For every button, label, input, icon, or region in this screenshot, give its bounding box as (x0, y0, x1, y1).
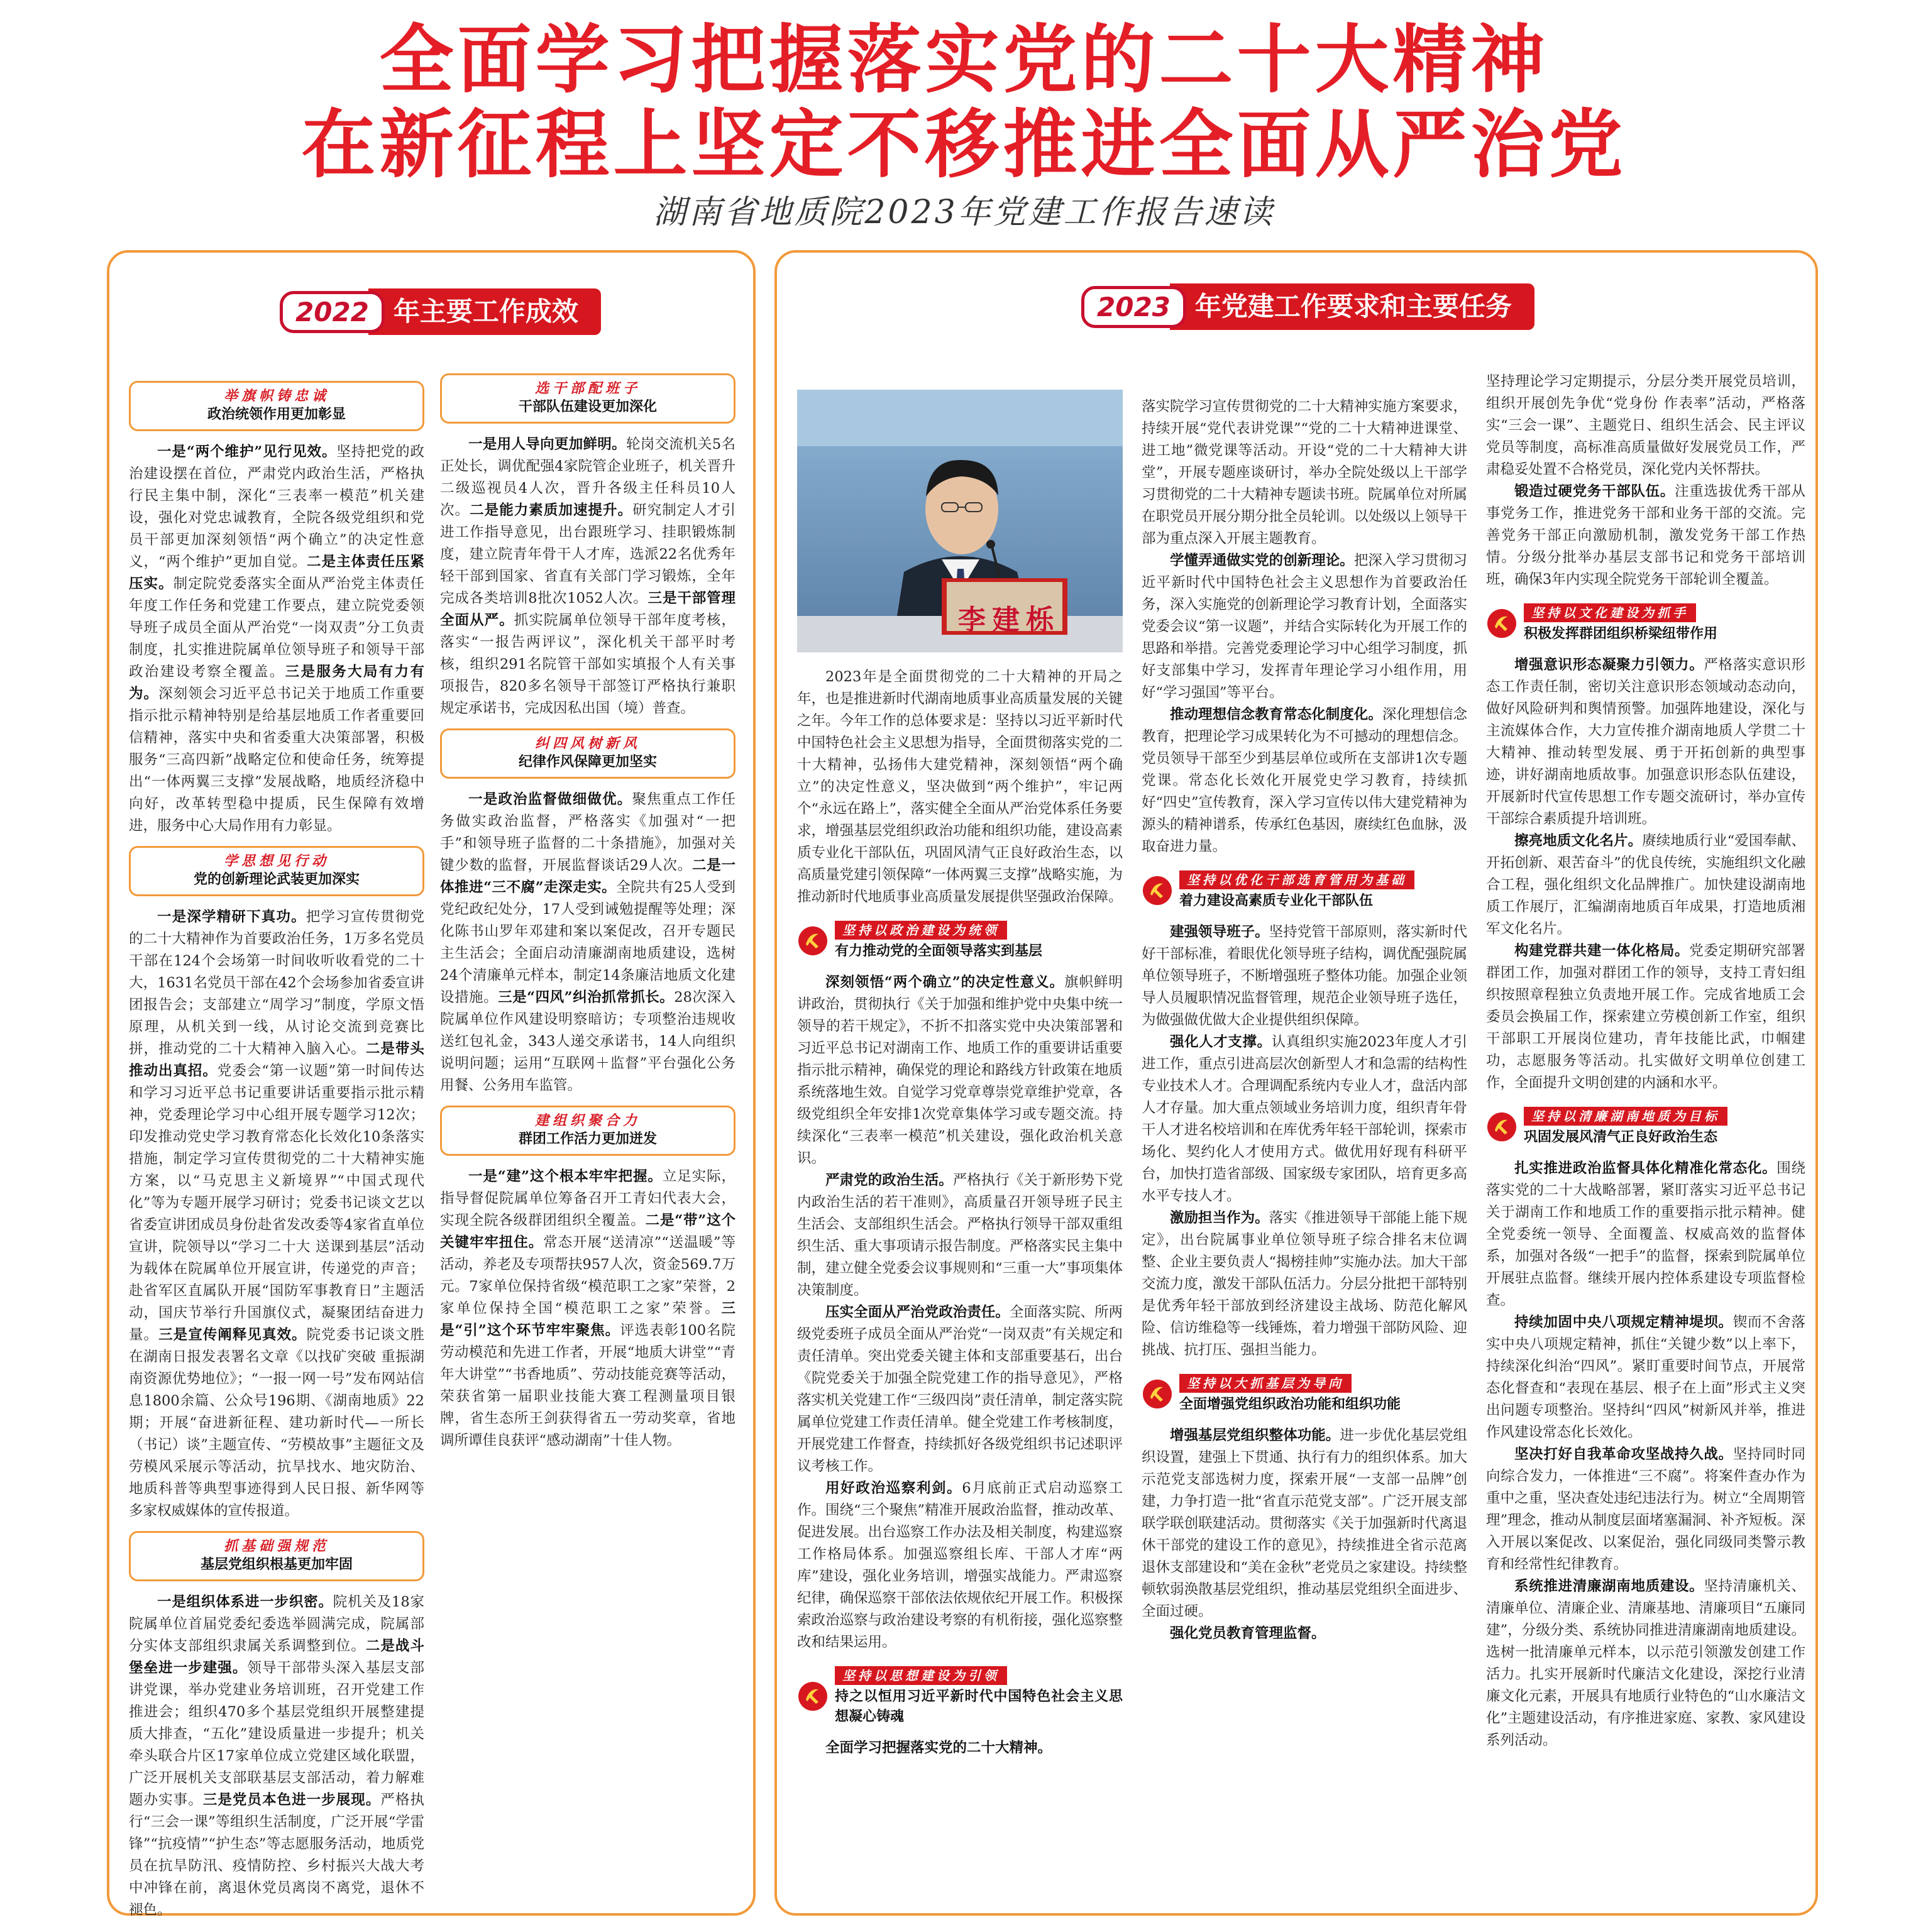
paragraph: 坚持理论学习定期提示，分层分类开展党员培训，组织开展创先争优“党身份 作表率”活动，严格落实“三会一课”、主题党日、组织生活会、民主评议党员等制度，高标准高质量做好发展党员工作，严肃稳妥处置不合格党员，深化党内关怀帮扶。 (1486, 373, 1805, 478)
paragraph: 一是用人导向更加鲜明。轮岗交流机关5名正处长，调优配强4家院管企业班子，机关晋升二级巡视员4人次，晋升各级主任科员10人次。二是能力素质加速提升。研究制定人才引进工作指导意见，出台跟班学习、挂职锻炼制度，建立院青年骨干人才库，选派22名优秀年轻干部到国家、省直有关部门学习锻炼，全年完成各类培训8批次1052人次。三是干部管理全面从严。抓实院属单位领导干部年度考核，落实“一报告两评议”，深化机关干部平时考核，组织291名院管干部如实填报个人有关事项报告，820多名领导干部签订严格执行兼职规定承诺书，完成因私出国（境）普查。 (440, 436, 735, 716)
headline-line-1: 全面学习把握落实党的二十大精神 (379, 16, 1549, 103)
paragraph: 用好政治巡察利剑。6月底前正式启动巡察工作。围绕“三个聚焦”精准开展政治监督，推动改革、促进发展。出台巡察工作办法及相关制度，构建巡察工作格局体系。加强巡察组长库、干部人才库“两库”建设，强化业务培训，增强实战能力。严肃巡察纪律，确保巡察干部依法依规依纪开展工作。积极探索政治巡察与政治建设考察的有机衔接，强化巡察整改和结果运用。 (797, 1480, 1123, 1650)
party-emblem-icon (797, 1681, 829, 1712)
party-emblem-icon (1486, 608, 1518, 639)
section-header: 坚持以文化建设为抓手 积极发挥群团组织桥梁纽带作用 (1486, 602, 1805, 644)
paragraph: 锻造过硬党务干部队伍。注重选拔优秀干部从事党务工作，推进党务干部和业务干部的交流。完善党务干部正向激励机制，激发党务干部工作热情。分级分批举办基层支部书记和党务干部培训班，确保3年内实现全院党务干部轮训全覆盖。 (1486, 483, 1805, 588)
paragraph: 增强意识形态凝聚力引领力。严格落实意识形态工作责任制，密切关注意识形态领域动态动向，做好风险研判和舆情预警。加强阵地建设，深化与主流媒体合作，大力宣传推介湖南地质人学贯二十大精神、推动转型发展、勇于开拓创新的典型事迹，讲好湖南地质故事。加强意识形态队伍建设，开展新时代宣传思想工作专题交流研讨，举办宣传干部综合素质提升培训班。 (1486, 657, 1805, 827)
section-header: 举旗帜铸忠诚 政治统领作用更加彰显 (129, 381, 424, 431)
paragraph: 一是组织体系进一步织密。院机关及18家院属单位首届党委纪委选举圆满完成，院属部分实体支部组织隶属关系调整到位。二是战斗堡垒进一步建强。领导干部带头深入基层支部讲党课，举办党建业务培训班，召开党建工作推进会；组织470多个基层党组织开展整建提质大排查，“五化”建设质量进一步提升；机关牵头联合片区17家单位成立党建区域化联盟，广泛开展机关支部联基层支部活动，着力解难题办实事。三是党员本色进一步展现。严格执行“三会一课”等组织生活制度，广泛开展“学雷锋”“抗疫情”“护生态”等志愿服务活动，地质党员在抗旱防汛、疫情防控、乡村振兴大战大考中冲锋在前，离退休党员离岗不离党，退休不褪色。 (129, 1594, 424, 1918)
party-emblem-icon (797, 925, 829, 957)
paragraph: 学懂弄通做实党的创新理论。把深入学习贯彻习近平新时代中国特色社会主义思想作为首要政治任务，深入实施党的创新理论学习教育计划，全面落实党委会议“第一议题”，并结合实际转化为开展工作的思路和举措。完善党委理论学习中心组学习制度，抓好支部集中学习，发挥青年理论学习小组作用，用好“学习强国”等平台。 (1142, 552, 1468, 701)
paragraph: 扎实推进政治监督具体化精准化常态化。围绕落实党的二十大战略部署，紧盯落实习近平总书记关于湖南工作和地质工作的重要指示批示精神。健全党委统一领导、全面覆盖、权威高效的监督体系，加强对各级“一把手”的监督，探索到院属单位开展驻点监督。继续开展内控体系建设专项监督检查。 (1486, 1160, 1805, 1309)
banner-title: 年主要工作成效 (368, 288, 601, 335)
subtitle: 湖南省地质院2023年党建工作报告速读 (653, 194, 1275, 231)
paragraph: 落实院学习宣传贯彻党的二十大精神实施方案要求，持续开展“党代表讲党课”“党的二十大精神进课堂、进工地”微党课等活动。开设“党的二十大精神大讲堂”，开展专题座谈研讨，举办全院处级以上干部学习贯彻党的二十大精神专题读书班。院属单位对所属在职党员开展分期分批全员轮训。以处级以上领导干部为重点深入开展主题教育。 (1142, 398, 1467, 547)
section-header: 坚持以大抓基层为导向 全面增强党组织政治功能和组织功能 (1142, 1373, 1467, 1415)
paragraph: 一是“两个维护”见行见效。坚持把党的政治建设摆在首位，严肃党内政治生活，严格执行民主集中制，深化“三表率一模范”机关建设，强化对党忠诚教育，全院各级党组织和党员干部更加深刻领悟“两个确立”的决定性意义，“两个维护”更加自觉。二是主体责任压紧压实。制定院党委落实全面从严治党主体责任年度工作任务和党建工作要点，建立院党委领导班子成员全面从严治党“一岗双责”分工负责制度，扎实推进院属单位领导班子和领导干部政治建设考察全覆盖。三是服务大局有力有为。深刻领会习近平总书记关于地质工作重要指示批示精神特别是给基层地质工作者重要回信精神，落实中央和省委重大决策部署，积极服务“三高四新”战略定位和使命任务，统筹提出“一体两翼三支撑”发展战略，地质经济稳中向好，改革转型稳中提质，民生保障有效增进，服务中心大局作用有力彰显。 (129, 444, 424, 834)
intro-paragraph: 2023年是全面贯彻党的二十大精神的开局之年，也是推进新时代湖南地质事业高质量发展的关键之年。今年工作的总体要求是：坚持以习近平新时代中国特色社会主义思想为指导，全面贯彻落实党的二十大精神，弘扬伟大建党精神，深刻领悟“两个确立”的决定性意义，坚决做到“两个维护”，牢记两个“永远在路上”，落实健全全面从严治党体系任务要求，增强基层党组织政治功能和组织功能，建设高素质专业化干部队伍，巩固风清气正良好政治生态，以高质量党建引领保障“一体两翼三支撑”战略实施，为推动新时代地质事业高质量发展提供坚强政治保障。 (797, 669, 1123, 905)
year-banner-2022 (280, 282, 601, 342)
paragraph: 擦亮地质文化名片。赓续地质行业“爱国奉献、开拓创新、艰苦奋斗”的优良传统，实施组织文化融合工程，强化组织文化品牌推广。加快建设湖南地质工作展厅，汇编湖南地质百年成果，打造地质湘军文化名片。 (1486, 833, 1805, 937)
paragraph: 建强领导班子。坚持党管干部原则，落实新时代好干部标准，着眼优化领导班子结构，调优配强院属单位领导班子，不断增强班子整体功能。加强企业领导人员履职情况监督管理，规范企业领导班子选任，为做强做优做大企业提供组织保障。 (1142, 924, 1467, 1028)
section-header: 抓基础强规范 基层党组织根基更加牢固 (129, 1531, 424, 1581)
year-badge: 2023 (1081, 286, 1186, 328)
paragraph: 一是“建”这个根本牢牢把握。立足实际，指导督促院属单位筹备召开工青妇代表大会，实现全院各级群团组织全覆盖。二是“带”这个关键牢牢扭住。常态开展“送清凉”“送温暖”等活动，养老及专项帮扶957人次，资金569.7万元。7家单位保持省级“模范职工之家”荣誉，2家单位保持全国“模范职工之家”荣誉。三是“引”这个环节牢牢聚焦。评选表彰100名院劳动模范和先进工作者，开展“地质大讲堂”“青年大讲堂”“书香地质”、劳动技能竞赛等活动，荣获省第一届职业技能大赛工程测量项目银牌，省生态所王剑获得省五一劳动奖章，省地调所谭佳良获评“感动湖南”十佳人物。 (440, 1168, 735, 1449)
party-emblem-icon (1486, 1111, 1518, 1143)
left-column-1 (129, 372, 424, 1918)
section-header: 坚持以思想建设为引领 持之以恒用习近平新时代中国特色社会主义思想凝心铸魂 (797, 1665, 1123, 1727)
year-badge: 2022 (280, 291, 385, 333)
headline-line-2: 在新征程上坚定不移推进全面从严治党 (301, 101, 1627, 188)
right-column-1 (797, 666, 1123, 1906)
speaker-nameplate: 李建栎 (958, 604, 1060, 636)
paragraph: 推动理想信念教育常态化制度化。深化理想信念教育，把理论学习成果转化为不可撼动的理想信念。党员领导干部至少到基层单位或所在支部讲1次专题党课。常态化长效化开展党史学习教育，持续抓好“四史”宣传教育，深入学习宣传以伟大建党精神为源头的精神谱系，传承红色基因，赓续红色血脉，汲取奋进力量。 (1142, 706, 1468, 855)
paragraph: 坚决打好自我革命攻坚战持久战。坚持同时同向综合发力，一体推进“三不腐”。将案件查办作为重中之重，坚决查处违纪违法行为。树立“全周期管理”理念，推动从制度层面堵塞漏洞、补齐短板。深入开展以案促改、以案促治，强化同级同类警示教育和经常性纪律教育。 (1486, 1446, 1805, 1572)
paragraph: 强化人才支撑。认真组织实施2023年度人才引进工作，重点引进高层次创新型人才和急需的结构性专业技术人才。合理调配系统内专业人才，盘活内部人才存量。加大重点领域业务培训力度，组织青年骨干人才进名校培训和在库优秀年轻干部轮训，探索市场化、契约化人才使用方式。做优用好现有科研平台，加快打造省部级、国家级专家团队，培育更多高水平专技人才。 (1142, 1034, 1467, 1204)
section-header: 选干部配班子 干部队伍建设更加深化 (440, 373, 735, 424)
section-header: 坚持以政治建设为统领 有力推动党的全面领导落实到基层 (797, 919, 1123, 962)
paragraph: 构建党群共建一体化格局。党委定期研究部署群团工作，加强对群团工作的领导，支持工青妇组织按照章程独立负责地开展工作。完成省地质工会委员会换届工作，探索建立劳模创新工作室，组织干部职工开展岗位建功，青年技能比武，巾帼建功，志愿服务等活动。扎实做好文明单位创建工作，全面提升文明创建的内涵和水平。 (1486, 943, 1805, 1091)
party-emblem-icon (1142, 875, 1173, 906)
section-header: 学思想见行动 党的创新理论武装更加深实 (129, 846, 424, 896)
right-column-3 (1486, 371, 1805, 1904)
section-header: 坚持以清廉湖南地质为目标 巩固发展风清气正良好政治生态 (1486, 1106, 1805, 1148)
party-emblem-icon (1142, 1378, 1173, 1410)
paragraph: 系统推进清廉湖南地质建设。坚持清廉机关、清廉单位、清廉企业、清廉基地、清廉项目“五廉同建”，分级分类、系统协同推进清廉湖南地质建设。选树一批清廉单元样本，以示范引领激发创建工作活力。扎实开展新时代廉洁文化建设，深挖行业清廉文化元素，开展具有地质行业特色的“山水廉洁文化”主题建设活动，有序推进家庭、家教、家风建设系列活动。 (1486, 1578, 1805, 1748)
paragraph: 激励担当作为。落实《推进领导干部能上能下规定》，出台院属事业单位领导班子综合排名末位调整、企业主要负责人“揭榜挂帅”实施办法。加大干部交流力度，激发干部队伍活力。分层分批把干部特别是优秀年轻干部放到经济建设主战场、防范化解风险、信访维稳等一线锤炼，着力增强干部防风险、迎挑战、抗打压、强担当能力。 (1142, 1210, 1468, 1358)
paragraph: 深刻领悟“两个确立”的决定性意义。旗帜鲜明讲政治，贯彻执行《关于加强和维护党中央集中统一领导的若干规定》，不折不扣落实党中央决策部署和习近平总书记对湖南工作、地质工作的重要讲话重要指示批示精神，确保党的理论和路线方针政策在地质系统落地生效。自觉学习党章尊崇党章维护党章，各级党组织全年安排1次党章集体学习或专题交流。持续深化“三表率一模范”机关建设，强化政治机关意识。 (797, 974, 1123, 1166)
paragraph: 强化党员教育管理监督。 (1170, 1625, 1326, 1642)
paragraph: 压实全面从严治党政治责任。全面落实院、所两级党委班子成员全面从严治党“一岗双责”有关规定和责任清单。突出党委关键主体和支部重要基石，出台《院党委关于加强全院党建工作的指导意见》，严格落实机关党建工作“三级四岗”责任清单，制定落实院属单位党建工作责任清单。健全党建工作考核制度，开展党建工作督查，持续抓好各级党组织书记述职评议考核工作。 (797, 1304, 1123, 1474)
year-banner-2023 (1081, 277, 1534, 337)
left-column-2 (440, 365, 735, 1904)
banner-title: 年党建工作要求和主要任务 (1170, 283, 1534, 330)
paragraph: 一是政治监督做细做优。聚焦重点工作任务做实政治监督，严格落实《加强对“一把手”和领导班子监督的二十条措施》，加强对关键少数的监督，开展监督谈话29人次。二是一体推进“三不腐”走深走实。全院共有25人受到党纪政纪处分，17人受到诫勉提醒等处理；深化陈书山罗年邓建和案以案促改，召开专题民主生活会；全面启动清廉湖南地质建设，选树24个清廉单元样本，制定14条廉洁地质文化建设措施。三是“四风”纠治抓常抓长。28次深入院属单位作风建设明察暗访；专项整治违规收送红包礼金，343人递交承诺书，14人向组织说明问题；运用“互联网＋监督”平台强化公务用餐、公务用车监管。 (440, 791, 735, 1094)
paragraph: 全面学习把握落实党的二十大精神。 (825, 1740, 1052, 1756)
section-header: 纠四风树新风 纪律作风保障更加坚实 (440, 728, 735, 779)
paragraph: 持续加固中央八项规定精神堤坝。锲而不舍落实中央八项规定精神，抓住“关键少数”以上率下，持续深化纠治“四风”。紧盯重要时间节点，开展常态化督查和“表现在基层、根子在上面”形式主义突出问题专项整治。坚持纠“四风”树新风并举，推进作风建设常态化长效化。 (1486, 1314, 1805, 1441)
paragraph: 增强基层党组织整体功能。进一步优化基层党组织设置，建强上下贯通、执行有力的组织体系。加大示范党支部选树力度，探索开展“一支部一品牌”创建，力争打造一批“省直示范党支部”。广泛开展支部联学联创联建活动。贯彻落实《关于加强新时代离退休干部党的建设工作的意见》，持续推进全省示范离退休支部建设和“美在金秋”老党员之家建设。持续整顿软弱涣散基层党组织，推动基层党组织全面进步、全面过硬。 (1142, 1427, 1468, 1620)
section-header: 坚持以优化干部选育管用为基础 着力建设高素质专业化干部队伍 (1142, 869, 1467, 911)
right-column-2 (1142, 396, 1467, 1904)
paragraph: 一是深学精研下真功。把学习宣传贯彻党的二十大精神作为首要政治任务，1万多名党员干部在124个会场第一时间收听收看党的二十大，1631名党员干部在42个会场参加省委宣讲团报告会；支部建立“周学习”制度，学原文悟原理，从机关到一线，从讨论交流到竞赛比拼，推动党的二十大精神入脑入心。二是带头推动出真招。党委会“第一议题”第一时间传达和学习习近平总书记重要讲话重要指示批示精神，党委理论学习中心组开展专题学习12次；印发推动党史学习教育常态化长效化10条落实措施，制定学习宣传贯彻党的二十大精神实施方案，以“马克思主义新境界”“中国式现代化”等为专题开展学习研讨；党委书记谈文艺以省委宣讲团成员身份赴省发改委等4家省直单位宣讲，院领导以“学习二十大 送课到基层”活动为载体在院属单位开展宣讲，传递党的声音；赴省军区直属队开展“国防军事教育日”主题活动，国庆节举行升国旗仪式，凝聚团结奋进力量。三是宣传阐释见真效。院党委书记谈文胜在湖南日报发表署名文章《以找矿突破 重振湖南资源优势地位》；“一报一网一号”发布网站信息1800余篇、公众号196期、《湖南地质》22期；开展“奋进新征程、建功新时代—一所长（书记）谈”主题宣传、“劳模故事”主题征文及劳模风采展示等活动，抗旱找水、地灾防治、地质科普等典型事迹得到人民日报、新华网等多家权威媒体的宣传报道。 (129, 909, 424, 1519)
section-header: 建组织聚合力 群团工作活力更加迸发 (440, 1106, 735, 1156)
paragraph: 严肃党的政治生活。严格执行《关于新形势下党内政治生活的若干准则》，高质量召开领导班子民主生活会、支部组织生活会。严格执行领导干部双重组织生活、重大事项请示报告制度。严格落实民主集中制，建立健全党委会议事规则和“三重一大”事项集体决策制度。 (797, 1172, 1123, 1298)
